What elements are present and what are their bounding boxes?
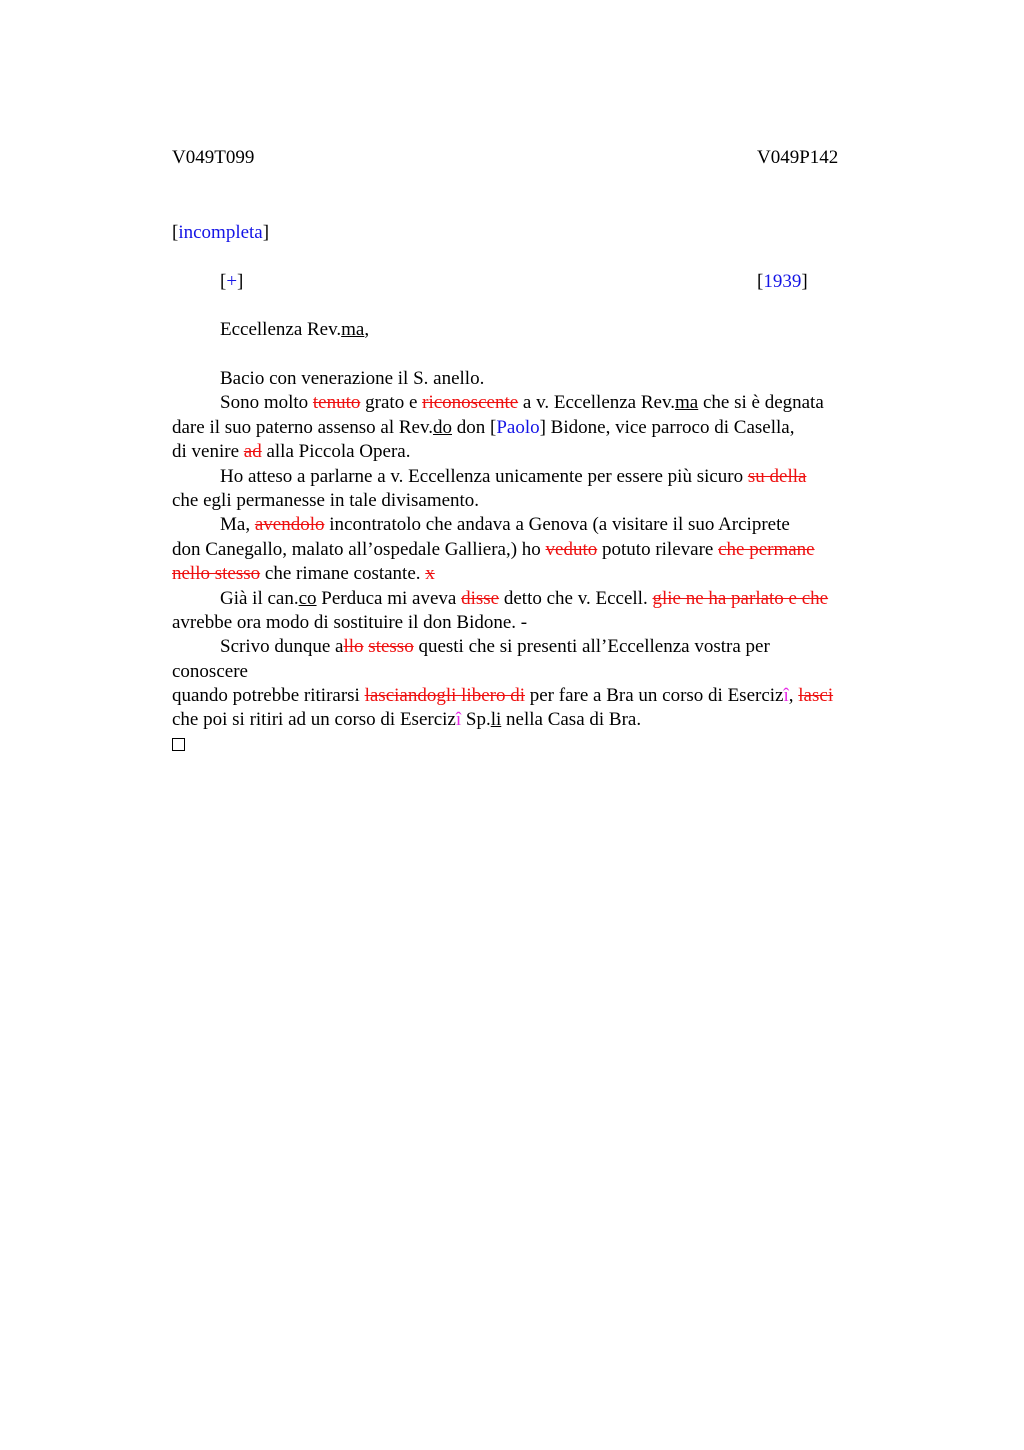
end-of-letter-marker [172,733,892,757]
deleted-text: avendolo [254,514,325,536]
letter-line-12: Scrivo dunque allo stesso questi che si presenti all’Eccellenza vostra per [220,636,770,658]
letter-line-8: don Canegallo, malato all’ospedale Galliera,) ho veduto potuto rilevare che permane [172,538,815,560]
letter-line-9: nello stesso che rimane costante. x [172,563,435,585]
deleted-text: disse [461,587,500,609]
incomplete-label: incompleta [178,222,263,243]
deleted-text: lasciandogli libero di [364,685,525,707]
editorial-name: Paolo [496,416,540,438]
letter-line-2: Sono molto tenuto grato e riconoscente a v. Eccellenza Rev.ma che si è degnata [220,392,824,414]
deleted-text: veduto [545,538,598,560]
deleted-text: x [425,563,435,585]
deleted-text: lasci [798,685,834,707]
abbreviation: do [433,416,452,438]
salutation: Eccellenza Rev.ma, [220,319,370,340]
abbreviation: ma [675,392,699,414]
letter-line-3: dare il suo paterno assenso al Rev.do don [Paolo] Bidone, vice parroco di Casella, [172,416,795,438]
abbreviation: li [490,709,502,731]
deleted-text: che permane [718,538,815,560]
letter-line-5: Ho atteso a parlarne a v. Eccellenza unicamente per essere più sicuro su della [220,465,807,487]
letter-body [172,367,892,757]
letter-line-15: che poi si ritiri ad un corso di Esercizî Sp.li nella Casa di Bra. [172,709,642,731]
document-code-right: V049P142 [757,147,839,168]
incomplete-note [172,221,269,245]
editorial-mark: î [455,709,462,731]
letter-line-14: quando potrebbe ritirarsi lasciandogli libero di per fare a Bra un corso di Esercizî, lasci [172,685,834,707]
editorial-mark: î [783,685,789,707]
letter-year: [1939] [757,271,808,292]
letter-line-4: di venire ad alla Piccola Opera. [172,441,411,463]
cross-marker: [+] [220,271,244,292]
deleted-text: stesso [368,636,414,658]
deleted-text: nello stesso [172,563,261,585]
deleted-text: llo [343,636,364,658]
bracket-close: ] [262,222,270,243]
deleted-text: su della [747,465,807,487]
deleted-text: ad [243,441,262,463]
letter-line-10: Già il can.co Perduca mi aveva disse detto che v. Eccell. glie ne ha parlato e che [220,587,829,609]
letter-line-6: che egli permanesse in tale divisamento. [172,489,480,511]
year-value: 1939 [763,271,802,292]
abbreviation: co [298,587,317,609]
abbreviation: ma [341,319,365,340]
letter-line-13: conoscere [172,660,248,682]
empty-square-icon [172,738,185,751]
document-code-left: V049T099 [172,147,255,168]
letter-line-11: avrebbe ora modo di sostituire il don Bidone. - [172,611,528,633]
letter-line-7: Ma, avendolo incontratolo che andava a Genova (a visitare il suo Arciprete [220,514,790,536]
deleted-text: glie ne ha parlato e che [652,587,829,609]
cross-symbol: + [226,271,238,292]
bracket-open: [ [172,222,179,243]
letter-line-1: Bacio con venerazione il S. anello. [220,368,485,389]
deleted-text: riconoscente [422,392,519,414]
deleted-text: tenuto [312,392,361,414]
